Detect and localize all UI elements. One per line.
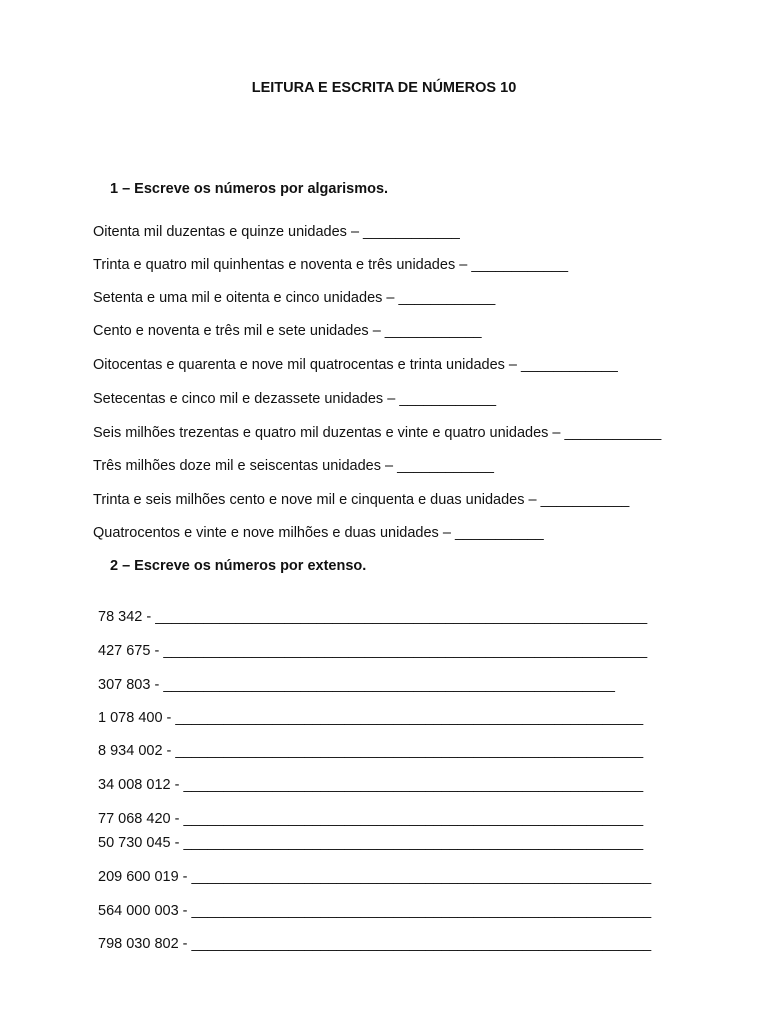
item-text: 8 934 002 - <box>98 743 176 759</box>
exercise-1-item <box>93 425 661 441</box>
answer-blank: ____________ <box>521 357 618 373</box>
item-text: Quatrocentos e vinte e nove milhões e duas unidades – <box>93 525 455 541</box>
exercise-1-item <box>93 492 629 508</box>
answer-blank: _________________________________________________________ <box>183 777 644 793</box>
section-1-heading: 1 – Escreve os números por algarismos. <box>110 181 389 197</box>
item-text: 798 030 802 - <box>98 936 192 952</box>
exercise-2-item <box>98 936 651 952</box>
item-text: Trinta e quatro mil quinhentas e noventa e três unidades – <box>93 257 472 273</box>
answer-blank: ___________ <box>540 492 630 508</box>
item-text: Setenta e uma mil e oitenta e cinco unidades – <box>93 290 399 306</box>
item-text: 50 730 045 - <box>98 835 184 851</box>
answer-blank: ____________ <box>363 224 460 240</box>
exercise-1-item <box>93 458 494 474</box>
answer-blank: _________________________________________________________ <box>183 835 644 851</box>
item-text: Oitocentas e quarenta e nove mil quatrocentas e trinta unidades – <box>93 357 522 373</box>
answer-blank: ____________ <box>384 323 482 339</box>
answer-blank: ____________ <box>471 257 569 273</box>
exercise-1-item <box>93 290 495 306</box>
exercise-2-item <box>98 643 647 659</box>
answer-blank: ____________ <box>564 425 662 441</box>
exercise-1-item <box>93 525 544 541</box>
item-text: Seis milhões trezentas e quatro mil duzentas e vinte e quatro unidades – <box>93 425 565 441</box>
answer-blank: _________________________________________________________ <box>191 903 652 919</box>
item-text: Três milhões doze mil e seiscentas unidades – <box>93 458 398 474</box>
exercise-1-item <box>93 224 460 240</box>
item-text: Trinta e seis milhões cento e nove mil e cinquenta e duas unidades – <box>93 492 541 508</box>
exercise-2-item <box>98 869 651 885</box>
exercise-2-item <box>98 777 643 793</box>
item-text: 427 675 - <box>98 643 164 659</box>
answer-blank: ____________ <box>398 290 496 306</box>
item-text: 307 803 - <box>98 677 164 693</box>
answer-blank: ___________ <box>454 525 544 541</box>
exercise-2-item <box>98 710 643 726</box>
item-text: 1 078 400 - <box>98 710 176 726</box>
exercise-1-item <box>93 357 618 373</box>
answer-blank: _________________________________________________________ <box>183 811 644 827</box>
answer-blank: __________________________________________________________ <box>175 710 644 726</box>
exercise-2-item <box>98 743 643 759</box>
item-text: 34 008 012 - <box>98 777 184 793</box>
exercise-1-item <box>93 257 568 273</box>
item-text: Oitenta mil duzentas e quinze unidades – <box>93 224 364 240</box>
exercise-2-item <box>98 811 643 827</box>
exercise-2-item <box>98 609 647 625</box>
item-text: 564 000 003 - <box>98 903 192 919</box>
answer-blank: ____________ <box>397 458 494 474</box>
answer-blank: _________________________________________________________ <box>191 869 652 885</box>
item-text: Setecentas e cinco mil e dezassete unidades – <box>93 391 400 407</box>
item-text: 209 600 019 - <box>98 869 192 885</box>
section-2-heading: 2 – Escreve os números por extenso. <box>110 558 367 574</box>
answer-blank: _____________________________________________________________ <box>155 609 648 625</box>
answer-blank: __________________________________________________________ <box>175 743 644 759</box>
answer-blank: ________________________________________________________ <box>163 677 615 693</box>
item-text: 78 342 - <box>98 609 156 625</box>
exercise-2-item <box>98 835 643 851</box>
exercise-2-item <box>98 903 651 919</box>
answer-blank: ____________________________________________________________ <box>163 643 648 659</box>
exercise-2-item <box>98 677 615 693</box>
exercise-1-item <box>93 391 496 407</box>
item-text: 77 068 420 - <box>98 811 184 827</box>
item-text: Cento e noventa e três mil e sete unidades – <box>93 323 385 339</box>
page-title: LEITURA E ESCRITA DE NÚMEROS 10 <box>251 80 517 96</box>
answer-blank: ____________ <box>399 391 497 407</box>
exercise-1-item <box>93 323 482 339</box>
answer-blank: _________________________________________________________ <box>191 936 652 952</box>
